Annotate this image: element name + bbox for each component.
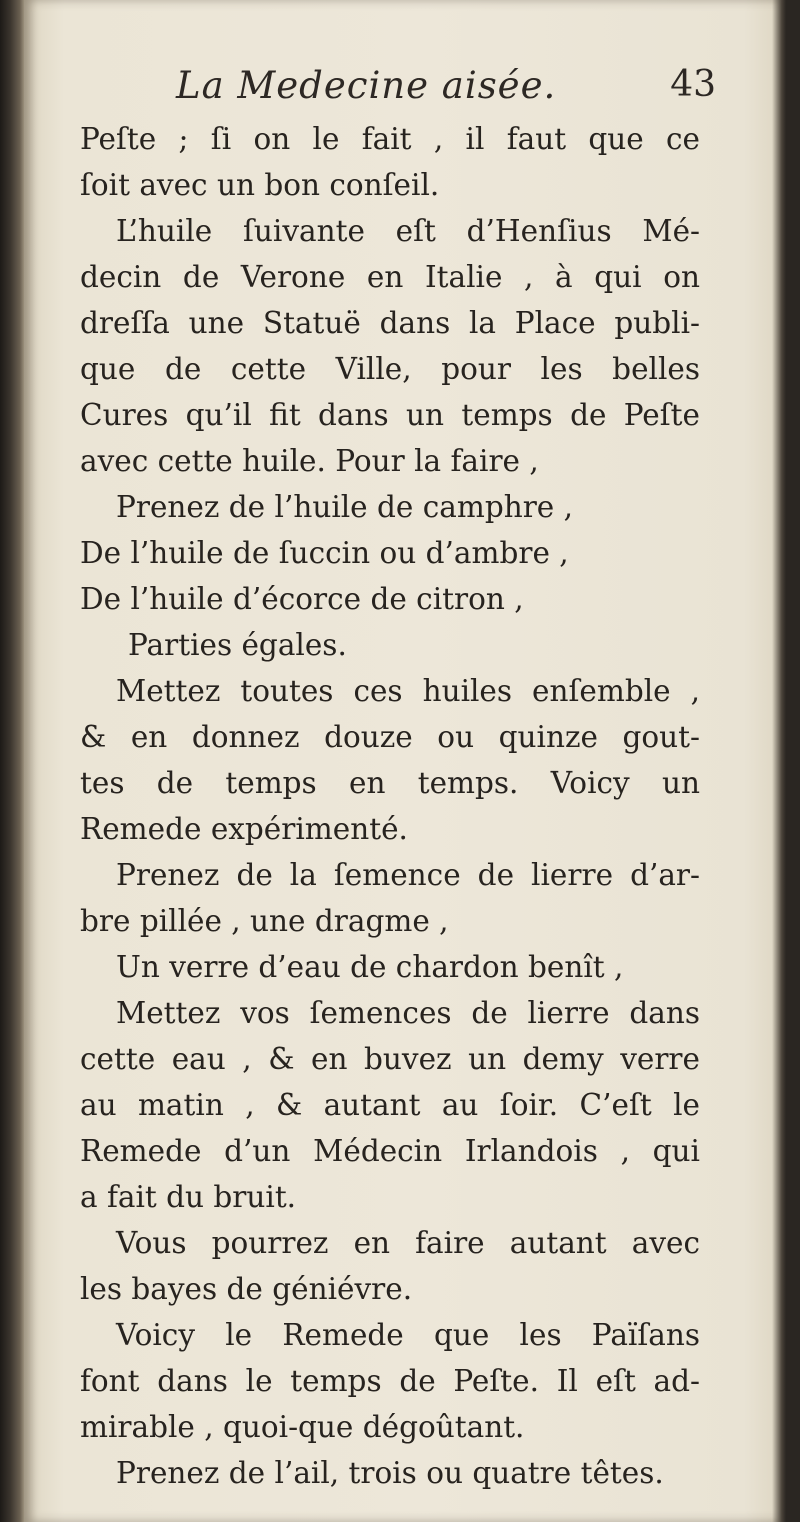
text-line: tes de temps en temps. Voicy un: [80, 766, 700, 800]
text-line: Remede d’un Médecin Irlandois , qui: [80, 1134, 700, 1168]
text-line: Remede expérimenté.: [80, 812, 408, 846]
text-line: Peſte ; ſi on le fait , il faut que ce: [80, 122, 700, 156]
book-binding: [0, 0, 24, 1522]
text-line: Voicy le Remede que les Païſans: [116, 1318, 700, 1352]
text-line: les bayes de géniévre.: [80, 1272, 413, 1306]
page-header: [176, 64, 716, 124]
text-line: bre pillée , une dragme ,: [80, 904, 449, 938]
text-line: a fait du bruit.: [80, 1180, 297, 1214]
text-line: Cures qu’il fit dans un temps de Peſte: [80, 398, 700, 432]
running-title: La Medecine aisée.: [176, 64, 557, 107]
text-line: cette eau , & en buvez un demy verre: [80, 1042, 700, 1076]
text-line: Parties égales.: [128, 628, 347, 662]
text-line: font dans le temps de Peſte. Il eſt ad-: [80, 1364, 700, 1398]
text-line: que de cette Ville, pour les belles: [80, 352, 700, 386]
text-line: mirable , quoi-que dégoûtant.: [80, 1410, 525, 1444]
text-line: dreſſa une Statuë dans la Place publi-: [80, 306, 700, 340]
text-line: L’huile ſuivante eſt d’Henſius Mé-: [116, 214, 700, 248]
body-text: [80, 116, 700, 1496]
text-line: Un verre d’eau de chardon benît ,: [116, 950, 624, 984]
text-line: Prenez de l’huile de camphre ,: [116, 490, 574, 524]
page-edge: [772, 0, 786, 1522]
text-line: avec cette huile. Pour la faire ,: [80, 444, 539, 478]
text-line: Mettez vos ſemences de lierre dans: [116, 996, 700, 1030]
text-line: De l’huile d’écorce de citron ,: [80, 582, 524, 616]
text-line: Vous pourrez en faire autant avec: [116, 1226, 700, 1260]
text-line: De l’huile de ſuccin ou d’ambre ,: [80, 536, 569, 570]
text-line: Mettez toutes ces huiles enſemble ,: [116, 674, 700, 708]
text-line: decin de Verone en Italie , à qui on: [80, 260, 700, 294]
page-number: 43: [670, 64, 716, 105]
text-line: & en donnez douze ou quinze gout-: [80, 720, 700, 754]
text-line: Prenez de la ſemence de lierre d’ar-: [116, 858, 700, 892]
text-line: au matin , & autant au ſoir. C’eſt le: [80, 1088, 700, 1122]
text-line: ſoit avec un bon conſeil.: [80, 168, 440, 202]
text-line: Prenez de l’ail, trois ou quatre têtes.: [116, 1456, 664, 1490]
